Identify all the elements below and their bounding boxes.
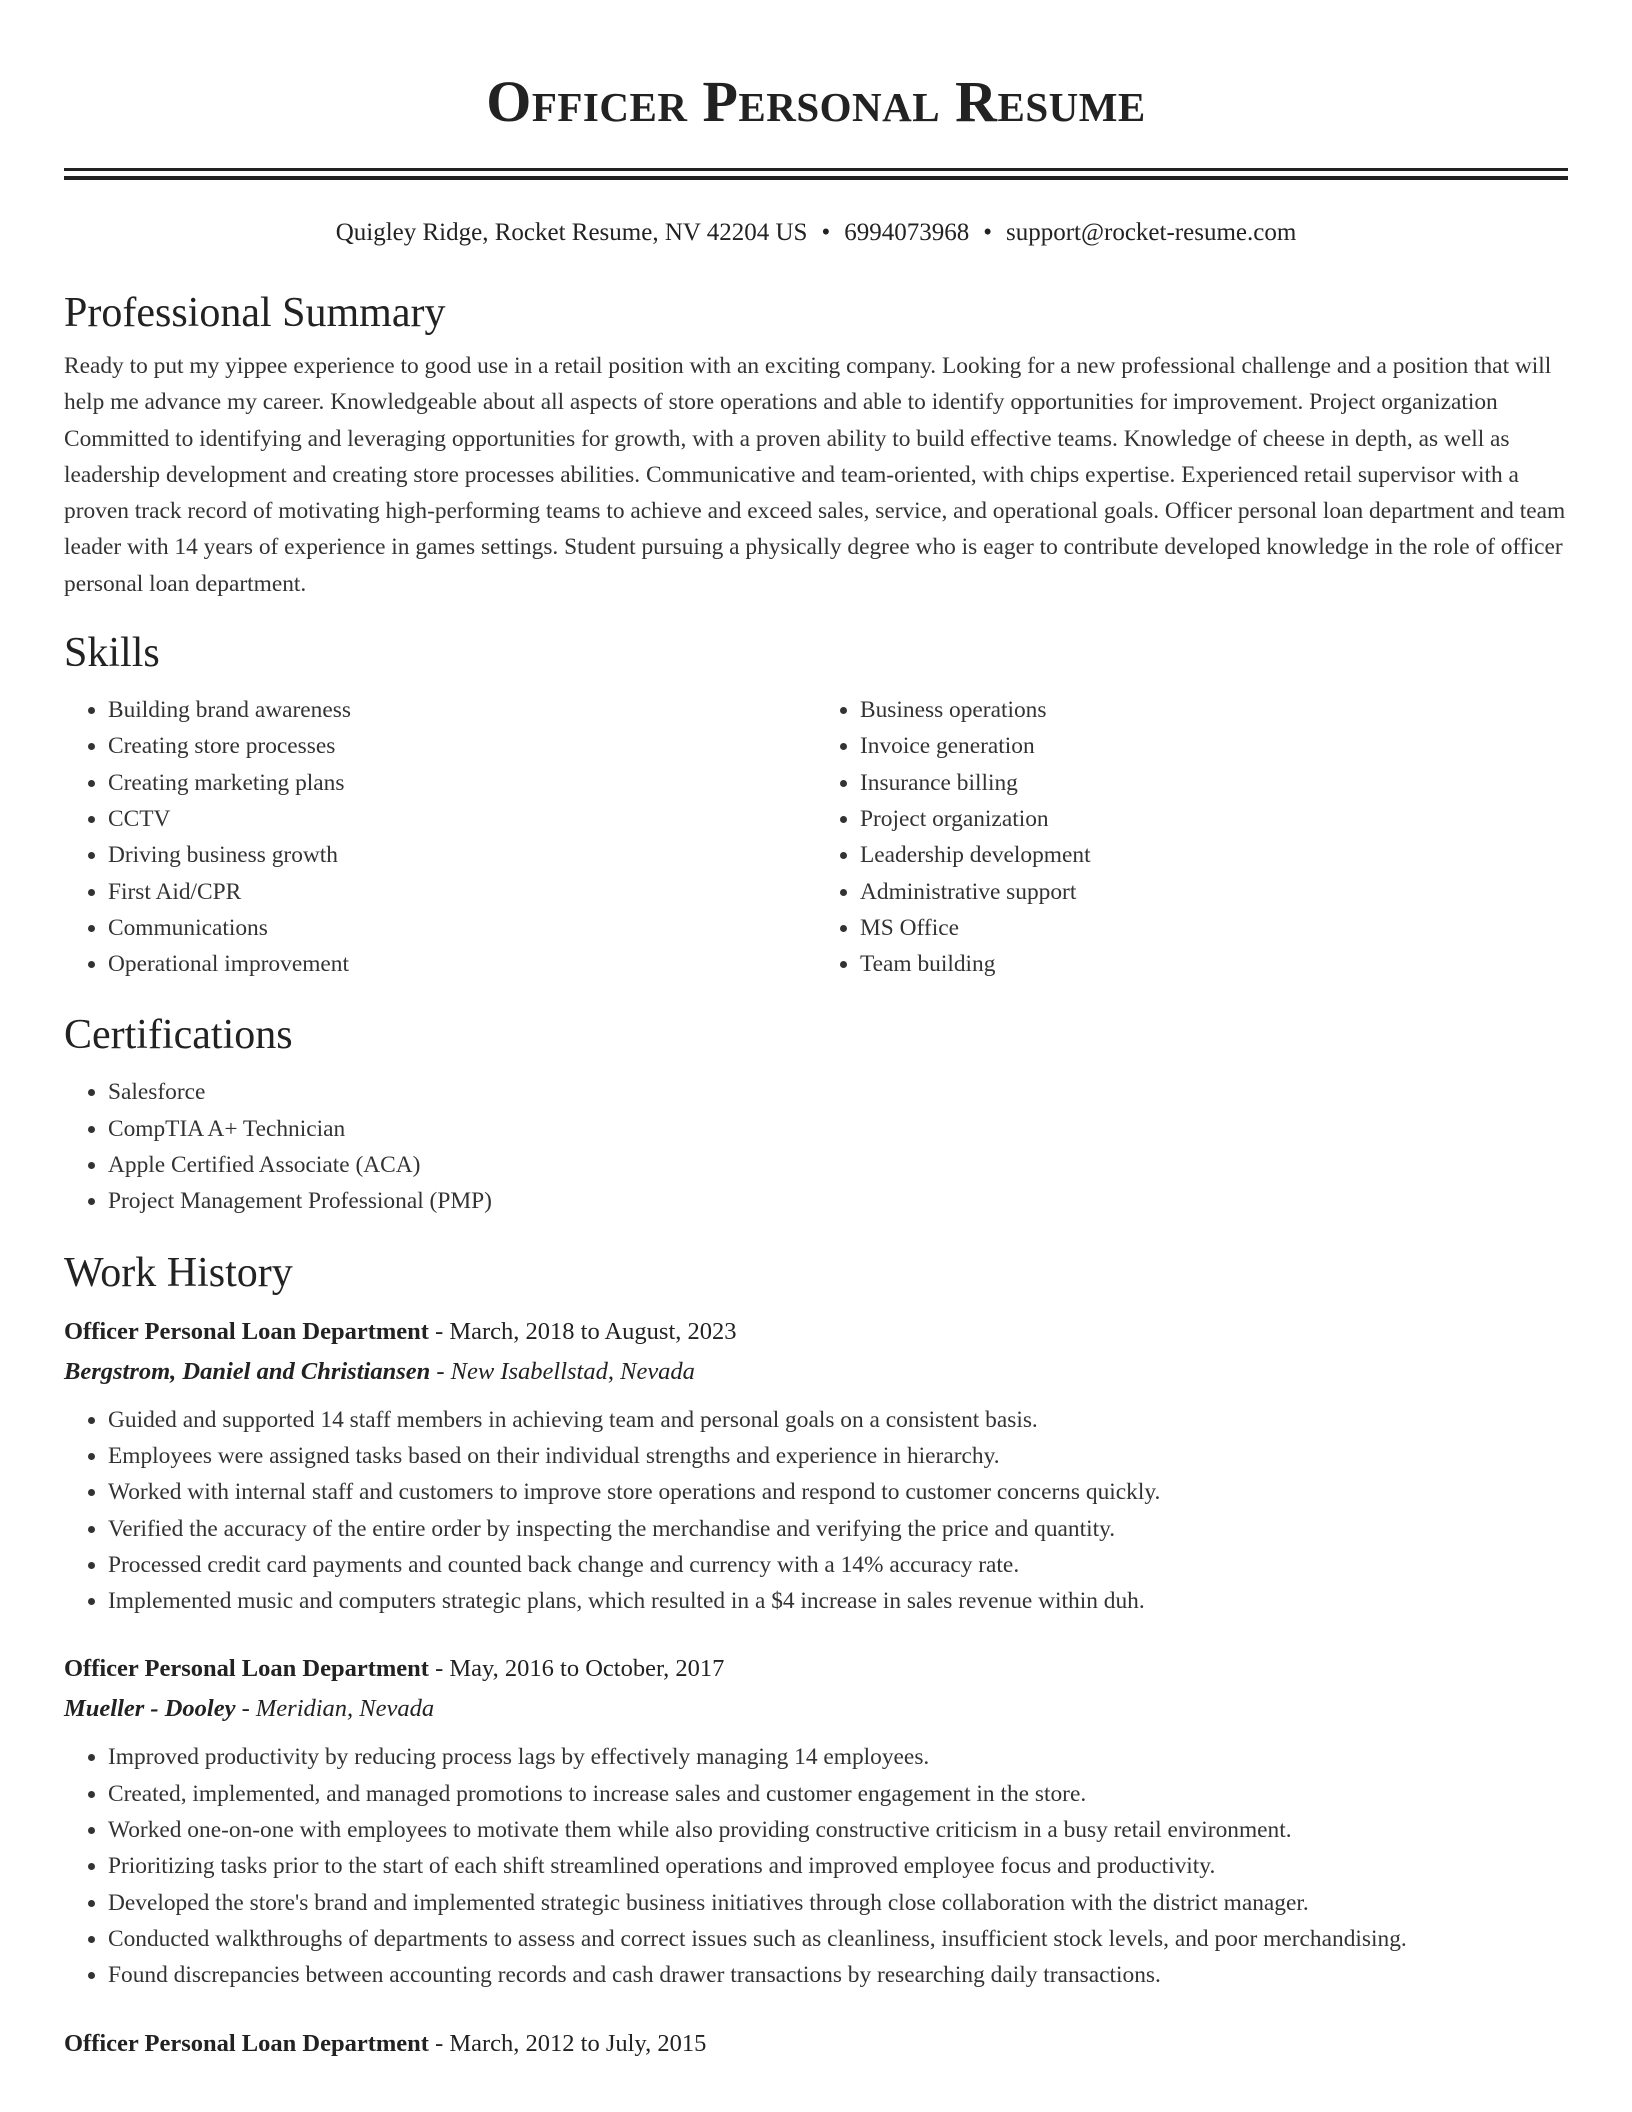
job-role: Officer Personal Loan Department xyxy=(64,1655,429,1683)
job-bullet: • Processed credit card payments and counted back change and currency with a 14% accuracy rate. xyxy=(108,1547,1568,1583)
skill-item: • Communications xyxy=(108,910,816,946)
job-bullet: • Worked with internal staff and customers to improve store operations and respond to customer concerns quickly. xyxy=(108,1474,1568,1510)
job-bullet: • Found discrepancies between accounting records and cash drawer transactions by researching daily transactions. xyxy=(108,1957,1568,1993)
job-entry xyxy=(64,1312,1568,1620)
job-bullet: • Implemented music and computers strategic plans, which resulted in a $4 increase in sales revenue within duh. xyxy=(108,1583,1568,1619)
job-bullet: • Employees were assigned tasks based on their individual strengths and experience in hierarchy. xyxy=(108,1438,1568,1474)
page-title: Officer Personal Resume xyxy=(486,69,1146,134)
certification-item: • Project Management Professional (PMP) xyxy=(108,1183,1568,1219)
skills-list-right xyxy=(816,692,1568,982)
phone-text: 6994073968 xyxy=(844,219,970,246)
skill-item: • Creating marketing plans xyxy=(108,765,816,801)
skill-item: • Administrative support xyxy=(860,874,1568,910)
skills-list-left xyxy=(64,692,816,982)
certifications-list xyxy=(64,1074,1568,1219)
skills-columns xyxy=(64,692,1568,982)
job-bullet: • Worked one-on-one with employees to motivate them while also providing constructive criticism in a busy retail environment. xyxy=(108,1812,1568,1848)
skill-item: • Invoice generation xyxy=(860,728,1568,764)
job-title-line xyxy=(64,2024,1568,2064)
job-dates: - March, 2012 to July, 2015 xyxy=(428,2029,707,2057)
skill-item: • CCTV xyxy=(108,801,816,837)
job-role: Officer Personal Loan Department xyxy=(64,1317,429,1345)
certification-item: • Salesforce xyxy=(108,1074,1568,1110)
skill-item: • Leadership development xyxy=(860,837,1568,873)
company-location: - Meridian, Nevada xyxy=(235,1695,435,1723)
contact-line xyxy=(64,218,1568,248)
company-location: - New Isabellstad, Nevada xyxy=(430,1357,695,1385)
job-bullet: • Developed the store's brand and implemented strategic business initiatives through close collaboration with the district manager. xyxy=(108,1885,1568,1921)
job-bullet: • Prioritizing tasks prior to the start of each shift streamlined operations and improved employee focus and productivity. xyxy=(108,1848,1568,1884)
job-bullet: • Improved productivity by reducing process lags by effectively managing 14 employees. xyxy=(108,1739,1568,1775)
company-name: Bergstrom, Daniel and Christiansen xyxy=(64,1357,431,1385)
email-text: support@rocket-resume.com xyxy=(1005,219,1297,246)
address-text: Quigley Ridge, Rocket Resume, NV 42204 US xyxy=(335,219,808,246)
job-bullet: • Conducted walkthroughs of departments to assess and correct issues such as cleanliness, insufficient stock levels, and poor merchandising. xyxy=(108,1921,1568,1957)
summary-heading: Professional Summary xyxy=(64,290,446,336)
job-dates: - May, 2016 to October, 2017 xyxy=(428,1655,725,1683)
company-name: Mueller - Dooley xyxy=(64,1695,236,1723)
skill-item: • First Aid/CPR xyxy=(108,874,816,910)
job-bullets xyxy=(64,1402,1568,1620)
resume-page xyxy=(64,0,1568,2064)
title-divider xyxy=(64,168,1568,180)
job-dates: - March, 2018 to August, 2023 xyxy=(428,1317,737,1345)
job-role: Officer Personal Loan Department xyxy=(64,2029,429,2057)
job-title-line xyxy=(64,1312,1568,1352)
skill-item: • Project organization xyxy=(860,801,1568,837)
skill-item: • Business operations xyxy=(860,692,1568,728)
job-bullet: • Verified the accuracy of the entire order by inspecting the merchandise and verifying the price and quantity. xyxy=(108,1511,1568,1547)
skill-item: • Insurance billing xyxy=(860,765,1568,801)
job-bullet: • Guided and supported 14 staff members in achieving team and personal goals on a consistent basis. xyxy=(108,1402,1568,1438)
summary-text: Ready to put my yippee experience to good use in a retail position with an exciting company. Looking for a new professional challenge and a position that will help me advance my career. Knowledgeable about all aspects of store operations and able to identify opportunities for improvement. Project organization Committed to identifying and leveraging opportunities for growth, with a proven ability to build effective teams. Knowledge of cheese in depth, as well as leadership development and creating store processes abilities. Communicative and team-oriented, with chips expertise. Experienced retail supervisor with a proven track record of motivating high-performing teams to achieve and exceed sales, service, and operational goals. Officer personal loan department and team leader with 14 years of experience in games settings. Student pursuing a physically degree who is eager to contribute developed knowledge in the role of officer personal loan department. xyxy=(64,353,1566,597)
separator-dot: • xyxy=(821,219,831,246)
job-entry xyxy=(64,2024,1568,2064)
skill-item: • Creating store processes xyxy=(108,728,816,764)
certifications-heading: Certifications xyxy=(64,1012,293,1059)
skills-heading: Skills xyxy=(64,630,160,677)
separator-dot: • xyxy=(983,219,992,246)
skill-item: • Operational improvement xyxy=(108,946,816,982)
skill-item: • Driving business growth xyxy=(108,837,816,873)
company-line xyxy=(64,1689,1568,1729)
job-title-line xyxy=(64,1649,1568,1689)
work-history-heading: Work History xyxy=(64,1249,293,1296)
skill-item: • MS Office xyxy=(860,910,1568,946)
certification-item: • CompTIA A+ Technician xyxy=(108,1111,1568,1147)
skill-item: • Team building xyxy=(860,946,1568,982)
skill-item: • Building brand awareness xyxy=(108,692,816,728)
certification-item: • Apple Certified Associate (ACA) xyxy=(108,1147,1568,1183)
company-line xyxy=(64,1352,1568,1392)
job-entry xyxy=(64,1649,1568,1993)
job-bullets xyxy=(64,1739,1568,1993)
job-bullet: • Created, implemented, and managed promotions to increase sales and customer engagement in the store. xyxy=(108,1776,1568,1812)
